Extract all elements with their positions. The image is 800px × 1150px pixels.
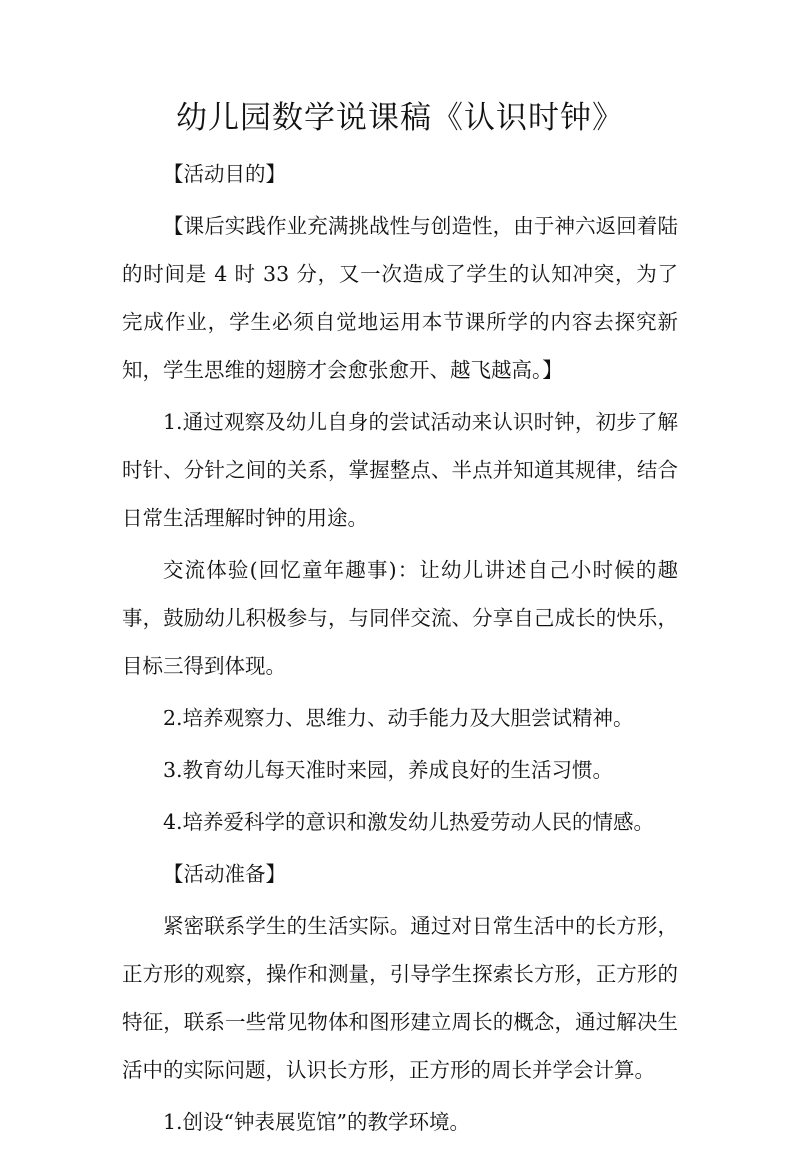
- paragraph-life-connection: 紧密联系学生的生活实际。通过对日常生活中的长方形，正方形的观察，操作和测量，引导学生探索长方形，正方形的特征，联系一些常见物体和图形建立周长的概念，通过解决生活中的实际问题，认识长方形，正方形的周长并学会计算。: [122, 914, 678, 1082]
- document-title: 幼儿园数学说课稿《认识时钟》: [176, 100, 624, 136]
- paragraph-goal-3: 3.教育幼儿每天准时来园，养成良好的生活习惯。: [163, 758, 614, 782]
- paragraph-goal-4: 4.培养爱科学的意识和激发幼儿热爱劳动人民的情感。: [163, 810, 655, 834]
- paragraph-exchange-experience: 交流体验(回忆童年趣事)：让幼儿讲述自己小时候的趣事，鼓励幼儿积极参与，与同伴交流、分享自己成长的快乐，目标三得到体现。: [122, 558, 678, 678]
- paragraph-homework-note: 【课后实践作业充满挑战性与创造性，由于神六返回着陆的时间是 4 时 33 分，又一次造成了学生的认知冲突，为了完成作业，学生必须自觉地运用本节课所学的内容去探究新知，学生思维的翅膀才会愈张愈开、越飞越高。】: [122, 214, 678, 382]
- section-heading-activity-goals: 【活动目的】: [163, 162, 286, 186]
- paragraph-goal-1: 1.通过观察及幼儿自身的尝试活动来认识时钟，初步了解时针、分针之间的关系，掌握整点、半点并知道其规律，结合日常生活理解时钟的用途。: [122, 410, 678, 530]
- document-body: [122, 150, 678, 1150]
- paragraph-prep-1: 1.创设“钟表展览馆”的教学环境。: [163, 1110, 471, 1134]
- paragraph-goal-2: 2.培养观察力、思维力、动手能力及大胆尝试精神。: [163, 706, 634, 730]
- section-heading-activity-preparation: 【活动准备】: [163, 862, 286, 886]
